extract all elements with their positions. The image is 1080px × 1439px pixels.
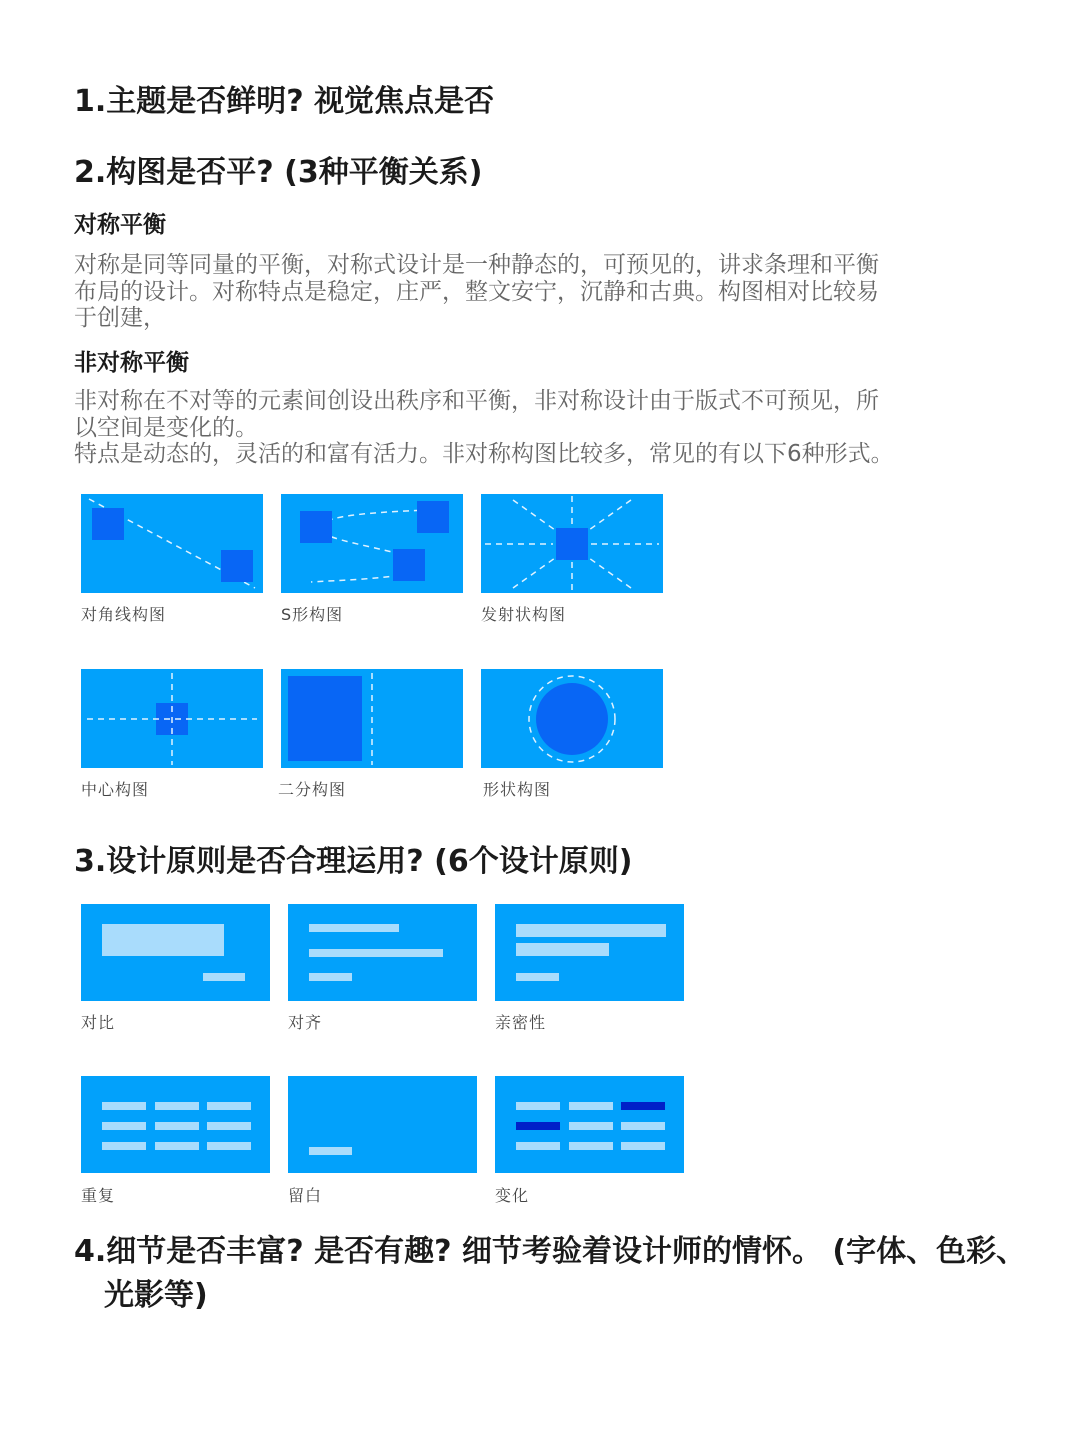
text-bar	[207, 1142, 251, 1150]
paragraph-line: 布局的设计。对称特点是稳定，庄严，整文安宁，沉静和古典。构图相对比较易	[74, 278, 879, 305]
paragraph-line: 以空间是变化的。	[74, 414, 258, 441]
section-4-title: 4.细节是否丰富? 是否有趣? 细节考验着设计师的情怀。 (字体、色彩、	[74, 1234, 1027, 1269]
text-bar	[516, 1102, 560, 1110]
paragraph-line: 对称是同等同量的平衡，对称式设计是一种静态的，可预见的，讲求条理和平衡	[74, 252, 879, 278]
text-bar	[309, 1147, 352, 1155]
section-1-title: 1.主题是否鲜明? 视觉焦点是否	[74, 84, 495, 119]
variation-principle-label: 变化	[495, 1186, 530, 1205]
text-bar	[155, 1102, 199, 1110]
text-bar	[516, 943, 609, 956]
paragraph-line: 非对称在不对等的元素间创设出秩序和平衡，非对称设计由于版式不可预见，所	[74, 388, 879, 414]
repetition-principle-thumbnail	[81, 1076, 270, 1173]
highlight-bar	[516, 1122, 560, 1130]
paragraph-line: 于创建，	[74, 305, 166, 331]
asymmetric-balance-paragraph	[74, 388, 974, 468]
shape-composition-thumbnail	[481, 669, 663, 768]
text-bar	[207, 1102, 251, 1110]
text-bar	[621, 1122, 665, 1130]
text-bar	[569, 1102, 613, 1110]
highlight-bar	[621, 1102, 665, 1110]
diagonal-composition-label: 对角线构图	[81, 605, 167, 624]
symmetric-balance-heading: 对称平衡	[74, 212, 166, 238]
proximity-principle-label: 亲密性	[495, 1013, 547, 1032]
s-shape-composition-thumbnail	[281, 494, 463, 593]
s-shape-composition-label: S形构图	[281, 605, 344, 624]
repetition-principle-label: 重复	[81, 1186, 116, 1205]
text-bar	[309, 973, 352, 981]
alignment-principle-thumbnail	[288, 904, 477, 1001]
proximity-principle-thumbnail	[495, 904, 684, 1001]
text-bar	[516, 924, 666, 937]
text-bar	[569, 1142, 613, 1150]
section-3-title: 3.设计原则是否合理运用? (6个设计原则)	[74, 844, 633, 879]
text-bar	[207, 1122, 251, 1130]
bisection-composition-thumbnail	[281, 669, 463, 768]
small-bar	[203, 973, 245, 981]
text-bar	[309, 924, 399, 932]
text-bar	[102, 1142, 146, 1150]
center-composition-label: 中心构图	[81, 780, 150, 799]
text-bar	[309, 949, 443, 957]
radial-composition-thumbnail	[481, 494, 663, 593]
text-bar	[102, 1102, 146, 1110]
contrast-principle-thumbnail	[81, 904, 270, 1001]
asymmetric-balance-heading: 非对称平衡	[74, 350, 189, 376]
text-bar	[569, 1122, 613, 1130]
section-2-title: 2.构图是否平? (3种平衡关系)	[74, 155, 483, 190]
text-bar	[516, 973, 559, 981]
symmetric-balance-paragraph	[74, 252, 974, 332]
paragraph-line: 特点是动态的，灵活的和富有活力。非对称构图比较多，常见的有以下6种形式。	[74, 441, 894, 467]
contrast-principle-label: 对比	[81, 1013, 116, 1032]
diagonal-composition-thumbnail	[81, 494, 263, 593]
radial-composition-label: 发射状构图	[481, 605, 567, 624]
shape-composition-label: 形状构图	[483, 780, 552, 799]
large-block	[102, 924, 224, 956]
whitespace-principle-label: 留白	[288, 1186, 323, 1205]
variation-principle-thumbnail	[495, 1076, 684, 1173]
center-composition-thumbnail	[81, 669, 263, 768]
text-bar	[516, 1142, 560, 1150]
text-bar	[621, 1142, 665, 1150]
whitespace-principle-thumbnail	[288, 1076, 477, 1173]
text-bar	[102, 1122, 146, 1130]
bisection-composition-label: 二分构图	[278, 780, 347, 799]
alignment-principle-label: 对齐	[288, 1013, 323, 1032]
text-bar	[155, 1122, 199, 1130]
section-4-title-continued: 光影等)	[104, 1278, 208, 1313]
text-bar	[155, 1142, 199, 1150]
